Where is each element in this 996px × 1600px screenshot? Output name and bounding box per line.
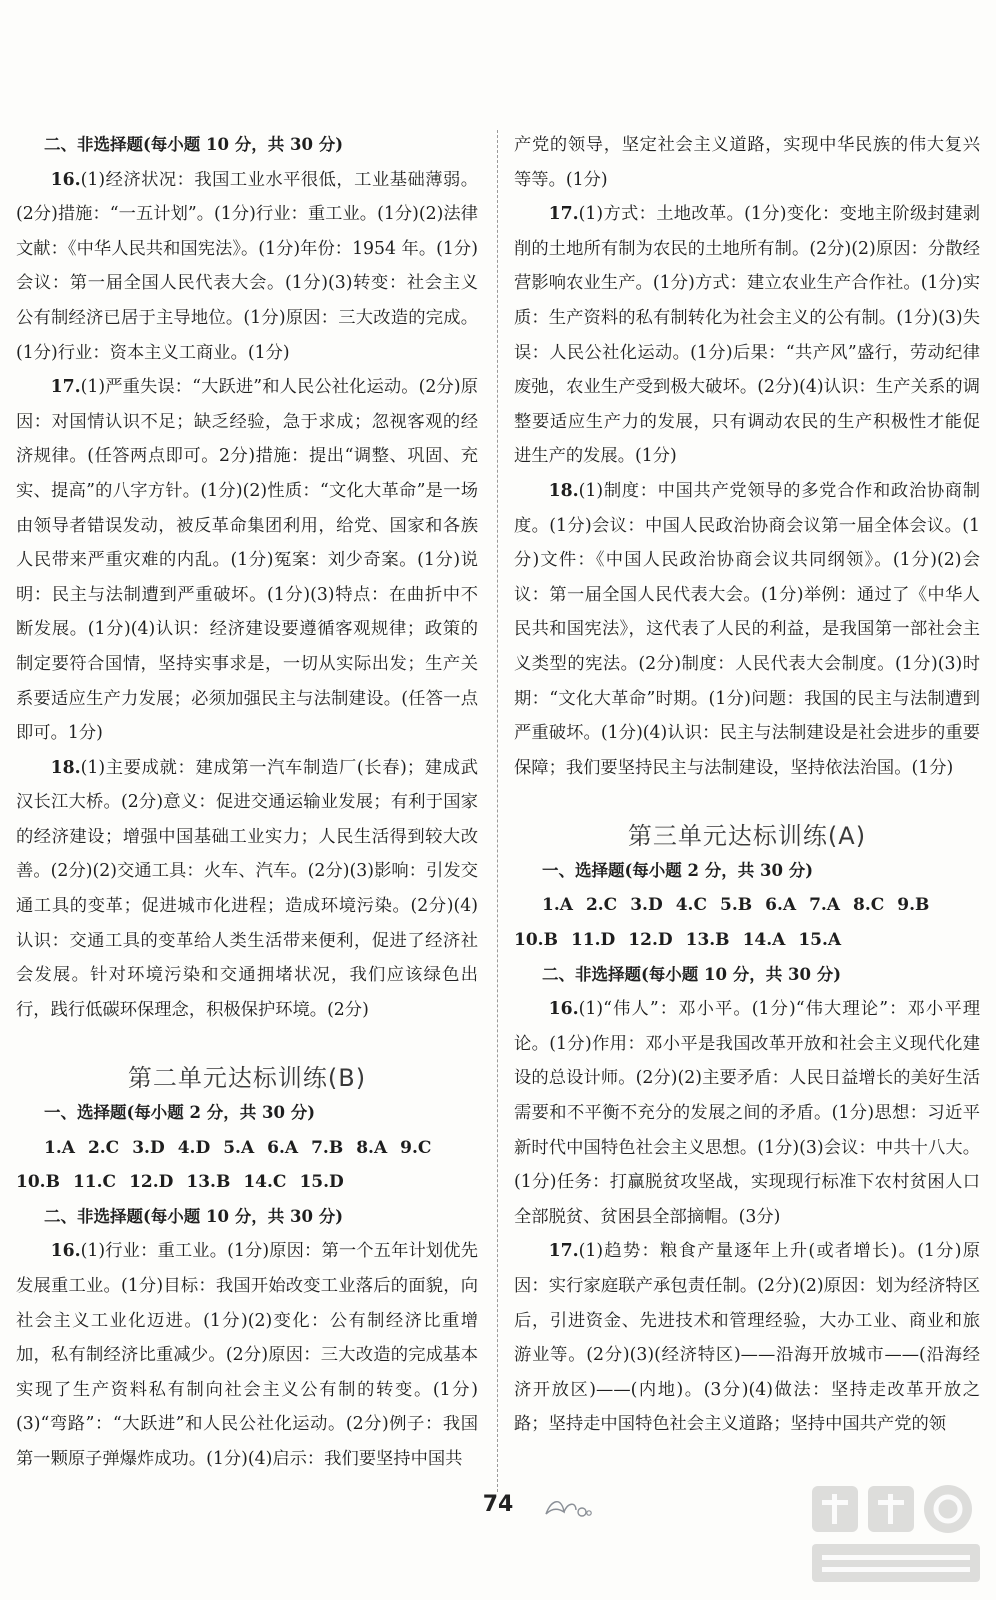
left-column <box>16 128 478 1477</box>
section-heading: 二、非选择题(每小题 10 分，共 30 分) <box>44 135 344 154</box>
question-number: 17. <box>548 1241 579 1262</box>
choice-answer: 10.B <box>514 930 558 951</box>
answer-text: (1)制度：中国共产党领导的多党合作和政治协商制度。(1分)会议：中国人民政治协商会议第一届全体会议。(1分)文件：《中国人民政治协商会议共同纲领》。(1分)(2)会议：第一届全国人民代表大会。(1分)举例：通过了《中华人民共和国宪法》，这代表了人民的利益，是我国第一部社会主义类型的宪法。(2分)制度：人民代表大会制度。(1分)(3)时期：“文化大革命”时期。(1分)问题：我国的民主与法制遭到严重破坏。(1分)(4)认识：民主与法制建设是社会进步的重要保障；我们要坚持民主与法制建设，坚持依法治国。(1分) <box>514 480 980 778</box>
choice-answer: 7.B <box>311 1137 344 1158</box>
page-number: 74 <box>482 1492 514 1517</box>
choice-answer-row <box>16 1165 478 1200</box>
answer-text: (1)主要成就：建成第一汽车制造厂(长春)；建成武汉长江大桥。(2分)意义：促进交通运输业发展；有利于国家的经济建设；增强中国基础工业实力；人民生活得到较大改善。(2分)(2)交通工具：火车、汽车。(2分)(3)影响：引发交通工具的变革；促进城市化进程；造成环境污染。(2分)(4)认识：交通工具的变革给人类生活带来便利，促进了经济社会发展。针对环境污染和交通拥堵状况，我们应该绿色出行，践行低碳环保理念，积极保护环境。(2分) <box>16 757 478 1020</box>
choice-answer: 5.B <box>720 895 753 916</box>
choice-answer: 13.B <box>685 930 730 951</box>
unit-title: 第三单元达标训练(A) <box>627 822 867 851</box>
answer-text: (1)方式：土地改革。(1分)变化：变地主阶级封建剥削的土地所有制为农民的土地所有制。(2分)(2)原因：分散经营影响农业生产。(1分)方式：建立农业生产合作社。(1分)实质：生产资料的私有制转化为社会主义的公有制。(1分)(3)失误：人民公社化运动。(1分)后果：“共产风”盛行，劳动纪律废弛，农业生产受到极大破坏。(2分)(4)认识：生产关系的调整要适应生产力的发展，只有调动农民的生产积极性才能促进生产的发展。(1分) <box>514 204 980 467</box>
choice-answer: 10.B <box>16 1172 60 1193</box>
choice-answer: 4.D <box>177 1137 211 1158</box>
choice-answer: 1.A <box>44 1137 75 1158</box>
column-divider <box>497 130 498 1492</box>
choice-answer: 3.D <box>630 895 663 916</box>
choice-answer-row <box>16 1131 478 1166</box>
section-heading: 二、非选择题(每小题 10 分，共 30 分) <box>44 1206 344 1226</box>
choice-answer: 6.A <box>765 895 797 916</box>
answer-paragraph <box>16 1234 478 1476</box>
answer-paragraph <box>514 1234 980 1442</box>
choice-answer: 15.A <box>798 930 842 951</box>
choice-answer: 12.D <box>628 930 673 951</box>
choice-answer: 8.A <box>356 1137 388 1158</box>
answer-text: (1)“伟人”：邓小平。(1分)“伟大理论”：邓小平理论。(1分)作用：邓小平是我国改革开放和社会主义现代化建设的总设计师。(2分)(2)主要矛盾：人民日益增长的美好生活需要和不平衡不充分的发展之间的矛盾。(1分)思想：习近平新时代中国特色社会主义思想。(1分)(3)会议：中共十八大。(1分)任务：打赢脱贫攻坚战，实现现行标准下农村贫困人口全部脱贫、贫困县全部摘帽。(3分) <box>514 999 980 1227</box>
choice-answer: 11.D <box>570 930 616 951</box>
choice-answer-row <box>514 923 980 958</box>
answer-text: (1)经济状况：我国工业水平很低，工业基础薄弱。(2分)措施：“一五计划”。(1分)行业：重工业。(1分)(2)法律文献：《中华人民共和国宪法》。(1分)年份：1954 年。(1分)会议：第一届全国人民代表大会。(1分)(3)转变：社会主义公有制经济已居于主导地位。(1分)原因：三大改造的完成。(1分)行业：资本主义工商业。(1分) <box>16 169 478 363</box>
answer-text: (1)严重失误：“大跃进”和人民公社化运动。(2分)原因：对国情认识不足；缺乏经验，急于求成；忽视客观的经济规律。(任答两点即可。2分)措施：提出“调整、巩固、充实、提高”的八字方针。(1分)(2)性质：“文化大革命”是一场由领导者错误发动，被反革命集团利用，给党、国家和各族人民带来严重灾难的内乱。(1分)冤案：刘少奇案。(1分)说明：民主与法制遭到严重破坏。(1分)(3)特点：在曲折中不断发展。(1分)(4)认识：经济建设要遵循客观规律；政策的制定要符合国情，坚持实事求是，一切从实际出发；生产关系要适应生产力发展；必须加强民主与法制建设。(任答一点即可。1分) <box>16 377 478 744</box>
choice-answer: 2.C <box>585 895 618 916</box>
answer-paragraph <box>514 992 980 1234</box>
section-heading: 一、选择题(每小题 2 分，共 30 分) <box>44 1103 316 1123</box>
choice-answer: 8.C <box>853 895 885 916</box>
question-number: 17. <box>548 204 579 225</box>
choice-answer: 9.C <box>400 1137 432 1158</box>
section-heading: 一、选择题(每小题 2 分，共 30 分) <box>542 860 814 880</box>
answer-paragraph <box>16 751 478 1028</box>
choice-answer: 4.C <box>675 895 707 916</box>
choice-answer: 3.D <box>132 1137 165 1158</box>
choice-answer: 9.B <box>897 895 930 916</box>
answer-paragraph <box>514 474 980 785</box>
choice-answer: 12.D <box>129 1172 174 1193</box>
question-number: 16. <box>50 169 81 190</box>
right-column <box>514 128 980 1442</box>
answer-paragraph <box>514 197 980 474</box>
choice-answer: 6.A <box>267 1137 299 1158</box>
question-number: 16. <box>548 999 579 1020</box>
leaf-ornament-icon <box>542 1494 592 1522</box>
watermark-logo-icon <box>808 1478 988 1596</box>
choice-answer: 7.A <box>809 895 840 916</box>
question-number: 16. <box>50 1241 81 1262</box>
answer-paragraph <box>16 370 478 751</box>
unit-title: 第二单元达标训练(B) <box>127 1064 367 1093</box>
choice-answer: 5.A <box>223 1137 255 1158</box>
choice-answer: 14.A <box>742 930 786 951</box>
choice-answer-row <box>514 888 980 923</box>
section-heading: 二、非选择题(每小题 10 分，共 30 分) <box>542 964 842 984</box>
answer-text: (1)行业：重工业。(1分)原因：第一个五年计划优先发展重工业。(1分)目标：我国开始改变工业落后的面貌，向社会主义工业化迈进。(1分)(2)变化：公有制经济比重增加，私有制经济比重减少。(2分)原因：三大改造的完成基本实现了生产资料私有制向社会主义公有制的转变。(1分)(3)“弯路”：“大跃进”和人民公社化运动。(2分)例子：我国第一颗原子弹爆炸成功。(1分)(4)启示：我们要坚持中国共 <box>16 1241 478 1469</box>
choice-answer: 2.C <box>87 1137 120 1158</box>
choice-answer: 1.A <box>542 895 573 916</box>
question-number: 18. <box>548 480 579 501</box>
question-number: 17. <box>50 377 81 398</box>
choice-answer: 13.B <box>186 1172 231 1193</box>
answer-continuation: 产党的领导，坚定社会主义道路，实现中华民族的伟大复兴等等。(1分) <box>514 135 980 190</box>
choice-answer: 14.C <box>243 1172 287 1193</box>
choice-answer: 15.D <box>299 1172 344 1193</box>
answer-paragraph <box>16 163 478 371</box>
choice-answer: 11.C <box>72 1172 117 1193</box>
answer-text: (1)趋势：粮食产量逐年上升(或者增长)。(1分)原因：实行家庭联产承包责任制。(2分)(2)原因：划为经济特区后，引进资金、先进技术和管理经验，大办工业、商业和旅游业等。(2分)(3)(经济特区)——沿海开放城市——(沿海经济开放区)——(内地)。(3分)(4)做法：坚持走改革开放之路；坚持走中国特色社会主义道路；坚持中国共产党的领 <box>514 1241 980 1435</box>
question-number: 18. <box>50 757 81 778</box>
